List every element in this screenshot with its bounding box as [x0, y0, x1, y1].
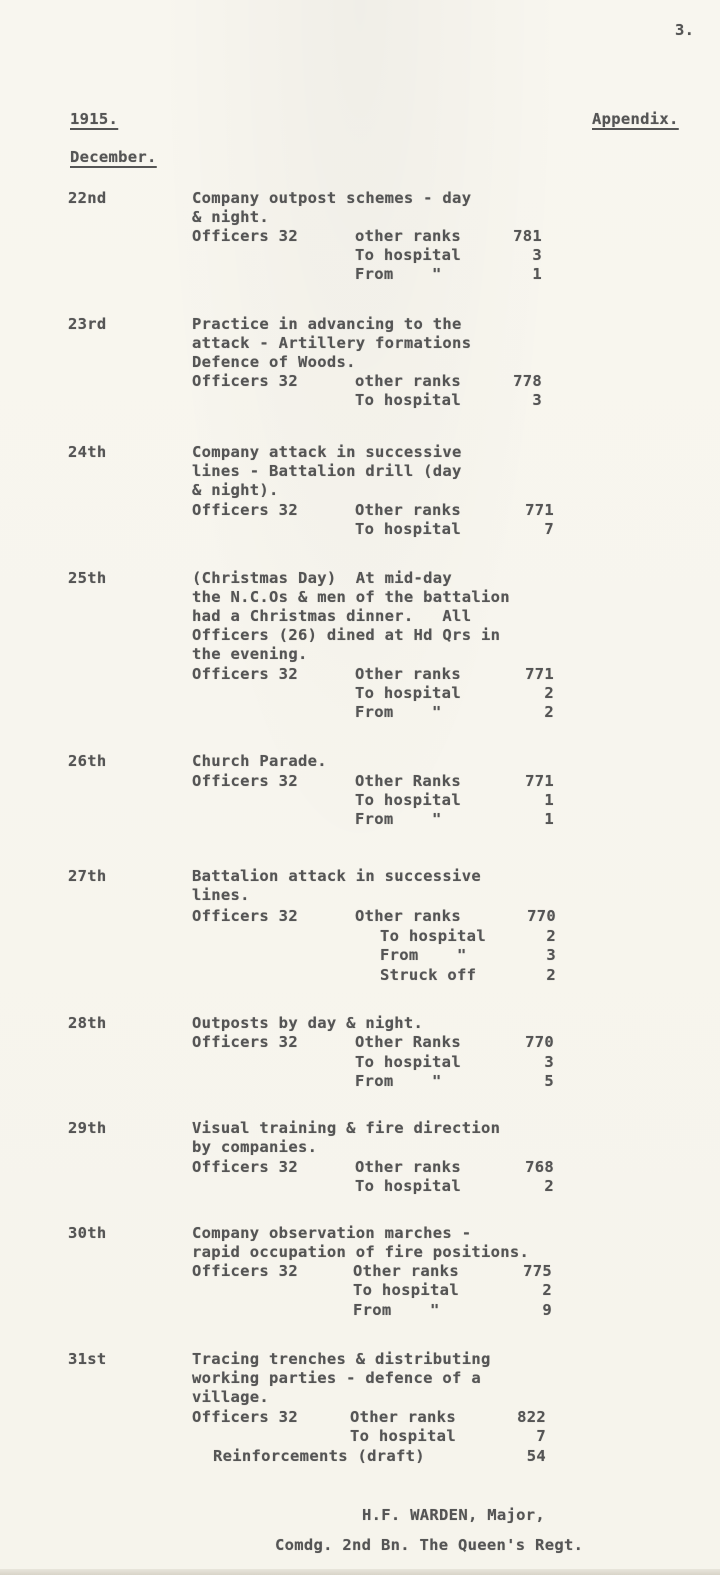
figure-value: 1 — [544, 791, 554, 809]
figure-value: 2 — [544, 703, 554, 721]
figure-value: 768 — [525, 1158, 554, 1176]
figure-label: Other Ranks — [355, 1033, 461, 1051]
figure-value: 2 — [546, 966, 556, 984]
entry-description-line: lines - Battalion drill (day — [192, 462, 462, 480]
figure-label: From " — [355, 1072, 442, 1090]
page-edge — [0, 1569, 720, 1575]
entry-description-line: had a Christmas dinner. All — [192, 607, 472, 625]
figure-label: To hospital — [355, 246, 461, 264]
entry-date: 27th — [68, 867, 107, 885]
figure-label: To hospital — [353, 1281, 459, 1299]
figure-label: From " — [353, 1301, 440, 1319]
entry-description-line: Tracing trenches & distributing — [192, 1350, 491, 1368]
entry-date: 29th — [68, 1119, 107, 1137]
entry-description-line: village. — [192, 1388, 270, 1406]
figure-value: 2 — [542, 1281, 552, 1299]
figure-value: 1 — [544, 810, 554, 828]
figure-label: From " — [380, 946, 467, 964]
entry-description-line: Company attack in successive — [192, 443, 462, 461]
figure-value: 9 — [542, 1301, 552, 1319]
entry-description-line: working parties - defence of a — [192, 1369, 481, 1387]
figure-label: To hospital — [355, 520, 461, 538]
figure-value: 3 — [546, 946, 556, 964]
entry-description-line: Church Parade. — [192, 752, 327, 770]
appendix-heading: Appendix. — [592, 110, 679, 128]
figure-label: Other Ranks — [355, 772, 461, 790]
entry-description-line: Visual training & fire direction — [192, 1119, 501, 1137]
entry-description-line: Company outpost schemes - day — [192, 189, 472, 207]
figure-value: 3 — [532, 391, 542, 409]
entry-description-line: the evening. — [192, 645, 308, 663]
figure-value: 2 — [544, 684, 554, 702]
officers-count: Officers 32 — [192, 1033, 298, 1051]
entry-date: 26th — [68, 752, 107, 770]
figure-value: 770 — [525, 1033, 554, 1051]
figure-value: 3 — [532, 246, 542, 264]
figure-label: To hospital — [355, 391, 461, 409]
figure-label: To hospital — [355, 791, 461, 809]
figure-label: Struck off — [380, 966, 477, 984]
figure-value: 2 — [546, 927, 556, 945]
figure-value: 2 — [544, 1177, 554, 1195]
entry-description-line: attack - Artillery formations — [192, 334, 472, 352]
officers-count: Officers 32 — [192, 665, 298, 683]
figure-value: 3 — [544, 1053, 554, 1071]
figure-value: 7 — [536, 1427, 546, 1445]
figure-label: Other ranks — [353, 1262, 459, 1280]
figure-value: 54 — [526, 1447, 546, 1465]
entry-description-line: (Christmas Day) At mid-day — [192, 569, 453, 587]
figure-value: 1 — [532, 265, 542, 283]
figure-label: From " — [355, 703, 442, 721]
figure-label: To hospital — [355, 1177, 461, 1195]
entry-description-line: & night. — [192, 208, 270, 226]
officers-count: Officers 32 — [192, 1158, 298, 1176]
officers-count: Officers 32 — [192, 907, 298, 925]
entry-date: 23rd — [68, 315, 107, 333]
entry-description-line: Defence of Woods. — [192, 353, 356, 371]
figure-label: To hospital — [350, 1427, 456, 1445]
figure-label: Reinforcements (draft) — [213, 1447, 425, 1465]
figure-label: To hospital — [355, 684, 461, 702]
entry-description-line: Battalion attack in successive — [192, 867, 481, 885]
entry-date: 22nd — [68, 189, 107, 207]
figure-value: 5 — [544, 1072, 554, 1090]
figure-value: 771 — [525, 665, 554, 683]
entry-description-line: & night). — [192, 481, 279, 499]
figure-value: 781 — [513, 227, 542, 245]
officers-count: Officers 32 — [192, 372, 298, 390]
month-heading: December. — [70, 148, 157, 166]
entry-description-line: Outposts by day & night. — [192, 1014, 424, 1032]
figure-value: 771 — [525, 772, 554, 790]
figure-label: Other ranks — [355, 907, 461, 925]
entry-date: 24th — [68, 443, 107, 461]
figure-value: 7 — [544, 520, 554, 538]
figure-label: Other ranks — [350, 1408, 456, 1426]
figure-value: 778 — [513, 372, 542, 390]
figure-label: Other ranks — [355, 501, 461, 519]
officers-count: Officers 32 — [192, 227, 298, 245]
officers-count: Officers 32 — [192, 501, 298, 519]
figure-value: 822 — [517, 1408, 546, 1426]
entry-description-line: Officers (26) dined at Hd Qrs in — [192, 626, 501, 644]
figure-label: Other ranks — [355, 1158, 461, 1176]
entry-description-line: Practice in advancing to the — [192, 315, 462, 333]
officers-count: Officers 32 — [192, 772, 298, 790]
signature-unit: Comdg. 2nd Bn. The Queen's Regt. — [275, 1536, 584, 1554]
entry-date: 28th — [68, 1014, 107, 1032]
entry-description-line: rapid occupation of fire positions. — [192, 1243, 530, 1261]
officers-count: Officers 32 — [192, 1262, 298, 1280]
entry-description-line: lines. — [192, 886, 250, 904]
year-heading: 1915. — [70, 110, 119, 128]
figure-label: other ranks — [355, 372, 461, 390]
page-number: 3. — [675, 21, 695, 39]
entry-date: 25th — [68, 569, 107, 587]
figure-label: To hospital — [380, 927, 486, 945]
entry-description-line: the N.C.Os & men of the battalion — [192, 588, 510, 606]
figure-label: From " — [355, 810, 442, 828]
entry-description-line: by companies. — [192, 1138, 318, 1156]
figure-value: 770 — [527, 907, 556, 925]
entry-date: 31st — [68, 1350, 107, 1368]
figure-label: From " — [355, 265, 442, 283]
entry-date: 30th — [68, 1224, 107, 1242]
figure-label: other ranks — [355, 227, 461, 245]
signature-name: H.F. WARDEN, Major, — [362, 1506, 546, 1524]
figure-label: Other ranks — [355, 665, 461, 683]
officers-count: Officers 32 — [192, 1408, 298, 1426]
figure-label: To hospital — [355, 1053, 461, 1071]
entry-description-line: Company observation marches - — [192, 1224, 472, 1242]
figure-value: 775 — [523, 1262, 552, 1280]
figure-value: 771 — [525, 501, 554, 519]
